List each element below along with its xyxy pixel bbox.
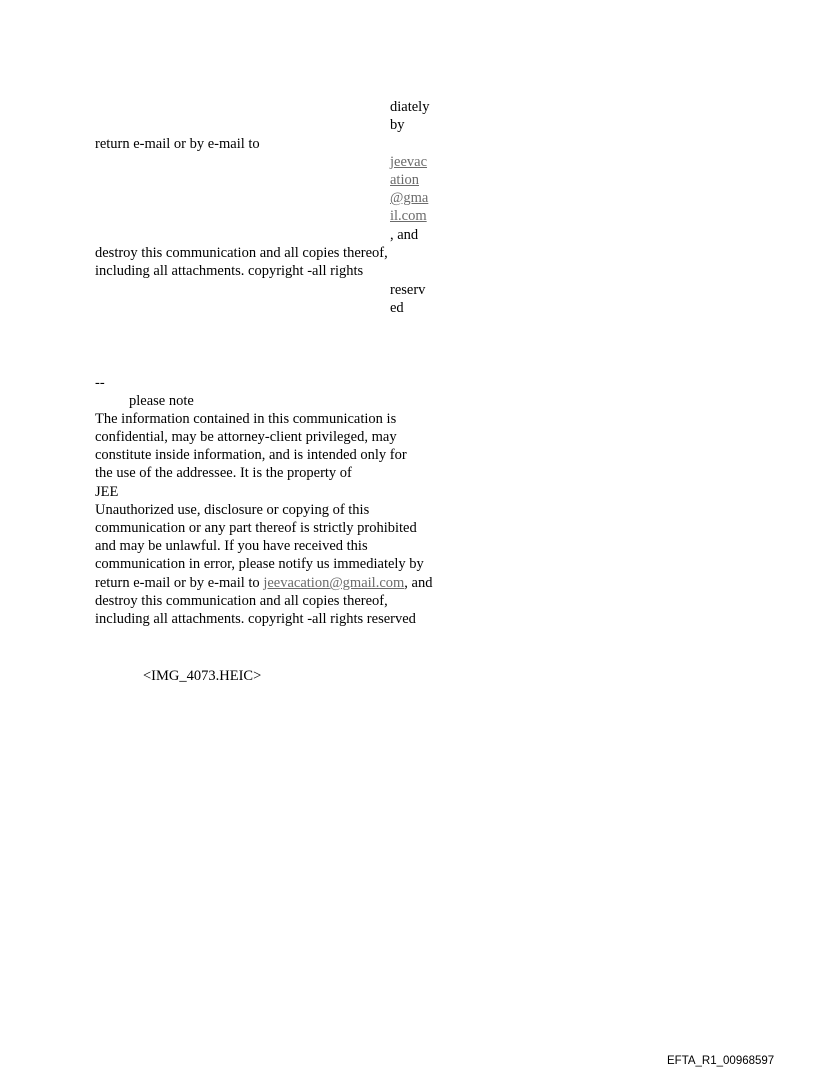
notice-line: constitute inside information, and is intended only for	[95, 447, 407, 463]
fragment-text-by: by	[390, 117, 405, 133]
email-link[interactable]: jeevacation@gmail.com	[263, 575, 405, 591]
fragment-text-reserv: reserv	[390, 282, 426, 298]
fragment-return-line: return e-mail or by e-mail to	[95, 136, 260, 152]
notice-line: communication in error, please notify us immediately by	[95, 556, 424, 572]
fragment-email-link-part[interactable]: ation	[390, 172, 419, 188]
notice-heading: please note	[129, 393, 194, 409]
fragment-destroy-line: destroy this communication and all copies thereof,	[95, 245, 388, 261]
notice-line: JEE	[95, 484, 119, 500]
fragment-attachments-line: including all attachments. copyright -all rights	[95, 263, 364, 279]
notice-line: destroy this communication and all copies thereof,	[95, 593, 388, 609]
notice-return-prefix: return e-mail or by e-mail to	[95, 575, 264, 591]
notice-line: communication or any part thereof is strictly prohibited	[95, 520, 417, 536]
notice-line: and may be unlawful. If you have received this	[95, 538, 368, 554]
fragment-email-link-part[interactable]: il.com	[390, 208, 427, 224]
fragment-text-ed: ed	[390, 300, 404, 316]
notice-line: including all attachments. copyright -all rights reserved	[95, 611, 416, 627]
notice-return-suffix: , and	[404, 575, 433, 591]
notice-return-line	[95, 574, 432, 592]
notice-line: the use of the addressee. It is the property of	[95, 465, 352, 481]
fragment-text-diately: diately	[390, 99, 430, 115]
notice-line: The information contained in this communication is	[95, 411, 397, 427]
document-id: EFTA_R1_00968597	[667, 1055, 775, 1067]
fragment-email-link-part[interactable]: @gma	[390, 190, 429, 206]
fragment-email-link-part[interactable]: jeevac	[390, 154, 428, 170]
separator: --	[95, 375, 105, 391]
fragment-text-and: , and	[390, 227, 419, 243]
notice-line: confidential, may be attorney-client privileged, may	[95, 429, 397, 445]
notice-line: Unauthorized use, disclosure or copying of this	[95, 502, 370, 518]
attachment-placeholder: <IMG_4073.HEIC>	[143, 668, 262, 684]
